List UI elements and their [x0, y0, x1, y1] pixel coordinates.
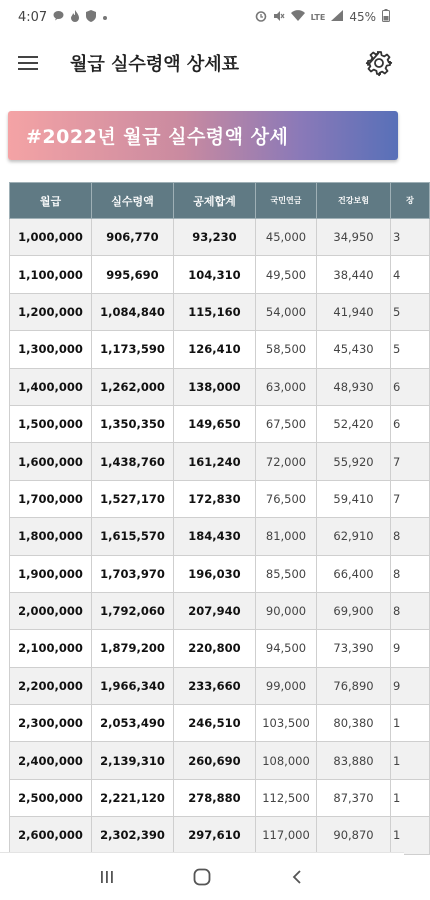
hamburger-menu-icon[interactable]: [16, 51, 40, 75]
cell-long-term-care: 8: [391, 555, 430, 592]
cell-health-insurance: 59,410: [317, 480, 391, 517]
cell-salary: 1,600,000: [10, 443, 92, 480]
dot-icon: [102, 11, 108, 24]
cell-total-deduction: 207,940: [174, 592, 256, 629]
table-row: [10, 592, 430, 629]
cell-national-pension: 58,500: [256, 331, 317, 368]
cell-long-term-care: 6: [391, 405, 430, 442]
cell-salary: 1,800,000: [10, 518, 92, 555]
cell-net-pay: 2,221,120: [92, 779, 174, 816]
cell-national-pension: 67,500: [256, 405, 317, 442]
cell-total-deduction: 246,510: [174, 705, 256, 742]
header-salary: 월급: [10, 183, 92, 219]
salary-table: [9, 182, 430, 855]
cell-total-deduction: 138,000: [174, 368, 256, 405]
cell-health-insurance: 52,420: [317, 405, 391, 442]
cell-salary: 1,100,000: [10, 256, 92, 293]
home-icon[interactable]: [182, 857, 222, 897]
cell-national-pension: 90,000: [256, 592, 317, 629]
fire-icon: [70, 10, 80, 25]
cell-national-pension: 108,000: [256, 742, 317, 779]
cell-national-pension: 72,000: [256, 443, 317, 480]
header-national-pension: 국민연금: [256, 183, 317, 219]
cell-long-term-care: 8: [391, 592, 430, 629]
cell-salary: 2,000,000: [10, 592, 92, 629]
cell-net-pay: 1,438,760: [92, 443, 174, 480]
cell-long-term-care: 4: [391, 256, 430, 293]
cell-national-pension: 112,500: [256, 779, 317, 816]
cell-net-pay: 1,615,570: [92, 518, 174, 555]
cell-total-deduction: 297,610: [174, 817, 256, 854]
cell-net-pay: 1,084,840: [92, 293, 174, 330]
header-total-deduction: 공제합계: [174, 183, 256, 219]
cell-total-deduction: 161,240: [174, 443, 256, 480]
banner-title: #2022년 월급 실수령액 상세: [26, 126, 289, 148]
cell-health-insurance: 73,390: [317, 630, 391, 667]
header-long-term-care: 장: [391, 183, 430, 219]
cell-long-term-care: 8: [391, 518, 430, 555]
cell-salary: 2,200,000: [10, 667, 92, 704]
cell-health-insurance: 76,890: [317, 667, 391, 704]
cell-salary: 1,300,000: [10, 331, 92, 368]
cell-long-term-care: 7: [391, 480, 430, 517]
cell-health-insurance: 66,400: [317, 555, 391, 592]
cell-salary: 1,900,000: [10, 555, 92, 592]
salary-table-container[interactable]: [9, 182, 414, 852]
battery-percent: 45%: [349, 10, 376, 24]
table-row: [10, 219, 430, 256]
cell-national-pension: 63,000: [256, 368, 317, 405]
cell-total-deduction: 233,660: [174, 667, 256, 704]
cell-health-insurance: 45,430: [317, 331, 391, 368]
cell-total-deduction: 149,650: [174, 405, 256, 442]
cell-national-pension: 45,000: [256, 219, 317, 256]
cell-net-pay: 1,879,200: [92, 630, 174, 667]
cell-national-pension: 117,000: [256, 817, 317, 854]
cell-total-deduction: 278,880: [174, 779, 256, 816]
cell-national-pension: 76,500: [256, 480, 317, 517]
cell-national-pension: 49,500: [256, 256, 317, 293]
cell-national-pension: 99,000: [256, 667, 317, 704]
cell-long-term-care: 1: [391, 742, 430, 779]
cell-long-term-care: 7: [391, 443, 430, 480]
cell-health-insurance: 34,950: [317, 219, 391, 256]
cell-long-term-care: 1: [391, 779, 430, 816]
cell-total-deduction: 260,690: [174, 742, 256, 779]
cell-total-deduction: 104,310: [174, 256, 256, 293]
table-row: [10, 331, 430, 368]
cell-health-insurance: 69,900: [317, 592, 391, 629]
cell-net-pay: 1,262,000: [92, 368, 174, 405]
cell-total-deduction: 93,230: [174, 219, 256, 256]
cell-health-insurance: 62,910: [317, 518, 391, 555]
cell-health-insurance: 48,930: [317, 368, 391, 405]
cell-net-pay: 2,302,390: [92, 817, 174, 854]
cell-net-pay: 1,527,170: [92, 480, 174, 517]
cell-salary: 2,600,000: [10, 817, 92, 854]
cell-salary: 2,100,000: [10, 630, 92, 667]
year-banner: [8, 111, 398, 160]
cell-long-term-care: 1: [391, 817, 430, 854]
cell-net-pay: 1,792,060: [92, 592, 174, 629]
cell-long-term-care: 9: [391, 630, 430, 667]
battery-icon: [382, 9, 390, 25]
cell-national-pension: 81,000: [256, 518, 317, 555]
table-row: [10, 630, 430, 667]
cell-long-term-care: 6: [391, 368, 430, 405]
recent-apps-icon[interactable]: [87, 857, 127, 897]
cell-health-insurance: 87,370: [317, 779, 391, 816]
gear-icon[interactable]: [364, 48, 394, 78]
status-time: 4:07: [18, 9, 48, 25]
mute-icon: [273, 10, 285, 25]
header-net-pay: 실수령액: [92, 183, 174, 219]
cell-health-insurance: 38,440: [317, 256, 391, 293]
cell-total-deduction: 196,030: [174, 555, 256, 592]
cell-salary: 2,500,000: [10, 779, 92, 816]
header-health-insurance: 건강보험: [317, 183, 391, 219]
cell-salary: 1,200,000: [10, 293, 92, 330]
shield-icon: [86, 10, 96, 25]
cell-national-pension: 85,500: [256, 555, 317, 592]
alarm-icon: [255, 10, 267, 25]
cell-salary: 2,400,000: [10, 742, 92, 779]
cell-net-pay: 1,173,590: [92, 331, 174, 368]
cell-net-pay: 2,053,490: [92, 705, 174, 742]
cell-net-pay: 1,966,340: [92, 667, 174, 704]
cell-salary: 1,000,000: [10, 219, 92, 256]
cell-total-deduction: 184,430: [174, 518, 256, 555]
status-bar: [0, 0, 404, 34]
table-row: [10, 256, 430, 293]
table-row: [10, 518, 430, 555]
signal-icon: [331, 10, 343, 24]
cell-salary: 1,500,000: [10, 405, 92, 442]
cell-net-pay: 1,350,350: [92, 405, 174, 442]
cell-salary: 1,700,000: [10, 480, 92, 517]
table-row: [10, 667, 430, 704]
cell-health-insurance: 80,380: [317, 705, 391, 742]
table-row: [10, 817, 430, 854]
cell-long-term-care: 5: [391, 331, 430, 368]
cell-long-term-care: 5: [391, 293, 430, 330]
cell-national-pension: 54,000: [256, 293, 317, 330]
cell-total-deduction: 126,410: [174, 331, 256, 368]
cell-health-insurance: 55,920: [317, 443, 391, 480]
wifi-icon: [291, 10, 305, 24]
cell-total-deduction: 115,160: [174, 293, 256, 330]
system-nav-bar: [0, 852, 404, 900]
cell-health-insurance: 83,880: [317, 742, 391, 779]
table-row: [10, 443, 430, 480]
cell-total-deduction: 172,830: [174, 480, 256, 517]
back-icon[interactable]: [277, 857, 317, 897]
cell-health-insurance: 41,940: [317, 293, 391, 330]
cell-net-pay: 995,690: [92, 256, 174, 293]
table-row: [10, 480, 430, 517]
table-row: [10, 705, 430, 742]
cell-total-deduction: 220,800: [174, 630, 256, 667]
table-row: [10, 368, 430, 405]
table-row: [10, 293, 430, 330]
cell-salary: 2,300,000: [10, 705, 92, 742]
cell-net-pay: 906,770: [92, 219, 174, 256]
table-header-row: [10, 183, 430, 219]
cell-long-term-care: 1: [391, 705, 430, 742]
cell-long-term-care: 3: [391, 219, 430, 256]
lte-icon: LTE: [310, 12, 326, 22]
cell-long-term-care: 9: [391, 667, 430, 704]
cell-net-pay: 2,139,310: [92, 742, 174, 779]
table-row: [10, 405, 430, 442]
table-row: [10, 742, 430, 779]
table-row: [10, 779, 430, 816]
cell-national-pension: 94,500: [256, 630, 317, 667]
table-row: [10, 555, 430, 592]
cell-salary: 1,400,000: [10, 368, 92, 405]
chat-bubble-icon: [53, 10, 64, 24]
cell-net-pay: 1,703,970: [92, 555, 174, 592]
cell-health-insurance: 90,870: [317, 817, 391, 854]
cell-national-pension: 103,500: [256, 705, 317, 742]
page-title: 월급 실수령액 상세표: [70, 54, 240, 75]
app-bar: [0, 34, 404, 92]
